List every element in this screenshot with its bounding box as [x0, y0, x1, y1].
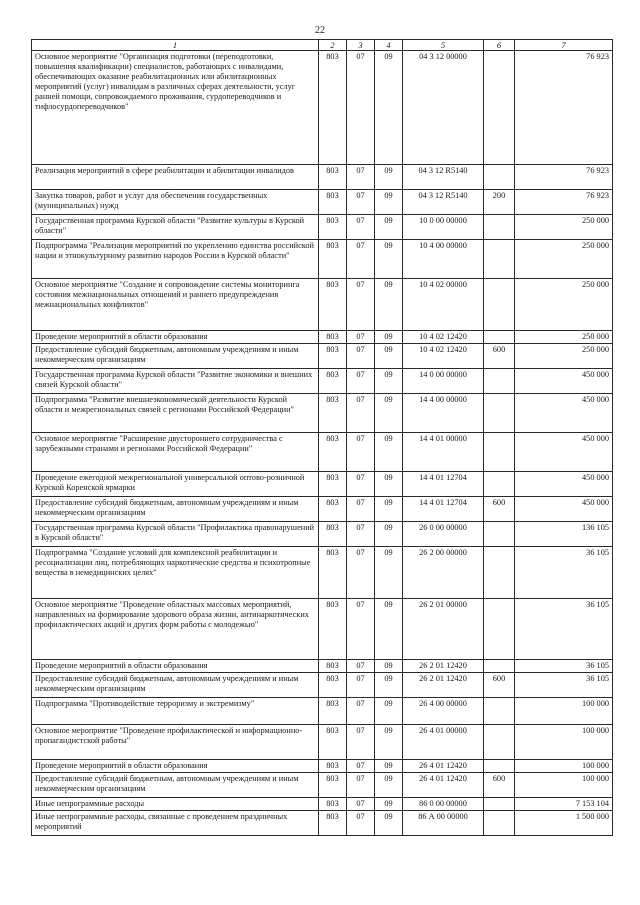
row-amount: 36 105	[515, 599, 613, 660]
table-row	[32, 215, 613, 240]
row-section-code: 07	[347, 394, 375, 433]
row-expense-type: 600	[484, 773, 515, 798]
row-amount: 36 105	[515, 547, 613, 599]
row-subsection-code: 09	[375, 433, 403, 472]
row-ministry-code: 803	[319, 394, 347, 433]
row-expense-type	[484, 660, 515, 673]
row-subsection-code: 09	[375, 331, 403, 344]
row-subsection-code: 09	[375, 215, 403, 240]
row-name: Основное мероприятие "Проведение профилактической и информационно-пропагандистской работы"	[32, 725, 319, 760]
row-target-code: 26 4 01 00000	[403, 725, 484, 760]
row-expense-type	[484, 798, 515, 811]
row-subsection-code: 09	[375, 344, 403, 369]
row-name: Основное мероприятие "Создание и сопровождение системы мониторинга состояния межнациональных отношений и раннего предупреждения межнациональных конфликтов"	[32, 279, 319, 331]
row-subsection-code: 09	[375, 811, 403, 836]
row-ministry-code: 803	[319, 165, 347, 190]
row-name: Государственная программа Курской области "Развитие экономики и внешних связей Курской области"	[32, 369, 319, 394]
row-amount: 136 105	[515, 522, 613, 547]
row-section-code: 07	[347, 673, 375, 698]
row-ministry-code: 803	[319, 51, 347, 165]
row-target-code: 04 3 12 R5140	[403, 165, 484, 190]
table-row	[32, 798, 613, 811]
row-amount: 450 000	[515, 472, 613, 497]
row-amount: 450 000	[515, 497, 613, 522]
row-expense-type	[484, 472, 515, 497]
row-name: Реализация мероприятий в сфере реабилитации и абилитации инвалидов	[32, 165, 319, 190]
row-ministry-code: 803	[319, 344, 347, 369]
row-amount: 250 000	[515, 331, 613, 344]
row-expense-type	[484, 811, 515, 836]
row-expense-type: 600	[484, 673, 515, 698]
row-expense-type: 200	[484, 190, 515, 215]
row-target-code: 26 2 01 00000	[403, 599, 484, 660]
row-section-code: 07	[347, 798, 375, 811]
table-row	[32, 331, 613, 344]
row-expense-type	[484, 760, 515, 773]
row-section-code: 07	[347, 331, 375, 344]
row-expense-type	[484, 331, 515, 344]
row-name: Проведение мероприятий в области образования	[32, 660, 319, 673]
row-amount: 250 000	[515, 344, 613, 369]
row-amount: 450 000	[515, 369, 613, 394]
table-row	[32, 811, 613, 836]
row-target-code: 26 2 01 12420	[403, 673, 484, 698]
row-name: Основное мероприятие "Расширение двустороннего сотрудничества с зарубежными странами и регионами Российской Федерации"	[32, 433, 319, 472]
row-name: Предоставление субсидий бюджетным, автономным учреждениям и иным некоммерческим организациям	[32, 497, 319, 522]
row-amount: 450 000	[515, 433, 613, 472]
row-subsection-code: 09	[375, 773, 403, 798]
table-row	[32, 760, 613, 773]
row-section-code: 07	[347, 522, 375, 547]
row-section-code: 07	[347, 547, 375, 599]
row-target-code: 26 2 01 12420	[403, 660, 484, 673]
row-name: Подпрограмма "Противодействие терроризму и экстремизму"	[32, 698, 319, 725]
row-section-code: 07	[347, 760, 375, 773]
row-subsection-code: 09	[375, 522, 403, 547]
row-target-code: 10 4 02 00000	[403, 279, 484, 331]
row-subsection-code: 09	[375, 394, 403, 433]
table-header-row	[32, 40, 613, 51]
table-row	[32, 773, 613, 798]
row-ministry-code: 803	[319, 760, 347, 773]
row-expense-type	[484, 240, 515, 279]
row-amount: 100 000	[515, 773, 613, 798]
header-col-7: 7	[515, 40, 613, 51]
row-target-code: 86 0 00 00000	[403, 798, 484, 811]
row-ministry-code: 803	[319, 773, 347, 798]
table-row	[32, 673, 613, 698]
row-name: Закупка товаров, работ и услуг для обеспечения государственных (муниципальных) нужд	[32, 190, 319, 215]
row-subsection-code: 09	[375, 279, 403, 331]
header-col-4: 4	[375, 40, 403, 51]
row-amount: 76 923	[515, 190, 613, 215]
row-target-code: 26 2 00 00000	[403, 547, 484, 599]
row-amount: 76 923	[515, 165, 613, 190]
row-ministry-code: 803	[319, 240, 347, 279]
table-row	[32, 660, 613, 673]
row-target-code: 14 4 01 12704	[403, 497, 484, 522]
page-number: 22	[315, 25, 325, 36]
row-ministry-code: 803	[319, 798, 347, 811]
row-name: Предоставление субсидий бюджетным, автономным учреждениям и иным некоммерческим организациям	[32, 344, 319, 369]
row-ministry-code: 803	[319, 331, 347, 344]
row-expense-type: 600	[484, 497, 515, 522]
row-target-code: 14 4 01 00000	[403, 433, 484, 472]
row-amount: 100 000	[515, 698, 613, 725]
row-subsection-code: 09	[375, 190, 403, 215]
row-target-code: 26 4 01 12420	[403, 773, 484, 798]
row-expense-type	[484, 433, 515, 472]
budget-table	[31, 39, 613, 836]
row-amount: 250 000	[515, 279, 613, 331]
table-row	[32, 344, 613, 369]
row-ministry-code: 803	[319, 660, 347, 673]
row-name: Предоставление субсидий бюджетным, автономным учреждениям и иным некоммерческим организациям	[32, 673, 319, 698]
row-amount: 76 923	[515, 51, 613, 165]
row-name: Государственная программа Курской области "Развитие культуры в Курской области"	[32, 215, 319, 240]
row-target-code: 14 4 01 12704	[403, 472, 484, 497]
row-amount: 100 000	[515, 725, 613, 760]
row-subsection-code: 09	[375, 673, 403, 698]
table-row	[32, 497, 613, 522]
row-ministry-code: 803	[319, 547, 347, 599]
table-row	[32, 394, 613, 433]
table-row	[32, 51, 613, 165]
table-row	[32, 599, 613, 660]
row-section-code: 07	[347, 497, 375, 522]
row-ministry-code: 803	[319, 215, 347, 240]
row-name: Подпрограмма "Развитие внешнеэкономической деятельности Курской области и межрегиональных связей с регионами Российской Федерации"	[32, 394, 319, 433]
row-amount: 36 105	[515, 660, 613, 673]
row-target-code: 86 А 00 00000	[403, 811, 484, 836]
row-section-code: 07	[347, 240, 375, 279]
row-section-code: 07	[347, 698, 375, 725]
row-ministry-code: 803	[319, 698, 347, 725]
row-target-code: 10 4 02 12420	[403, 344, 484, 369]
row-subsection-code: 09	[375, 698, 403, 725]
row-name: Основное мероприятие "Организация подготовки (переподготовки, повышения квалификации) специалистов, работающих с инвалидами, обеспечивающих оказание реабилитационных или абилитационных мероприятий (услуг) инвалидам в различных сферах деятельности, услуг ранней помощи, сопровождаемого проживания, сурдопереводчиков и тифлосурдопереводчиков"	[32, 51, 319, 165]
header-col-5: 5	[403, 40, 484, 51]
row-section-code: 07	[347, 773, 375, 798]
table-row	[32, 433, 613, 472]
table-row	[32, 369, 613, 394]
row-section-code: 07	[347, 279, 375, 331]
row-section-code: 07	[347, 369, 375, 394]
row-ministry-code: 803	[319, 190, 347, 215]
table-row	[32, 725, 613, 760]
row-expense-type	[484, 599, 515, 660]
row-ministry-code: 803	[319, 725, 347, 760]
row-section-code: 07	[347, 51, 375, 165]
row-ministry-code: 803	[319, 497, 347, 522]
row-target-code: 10 4 00 00000	[403, 240, 484, 279]
row-name: Основное мероприятие "Проведение областных массовых мероприятий, направленных на формирование здорового образа жизни, антинаркотических профилактических акций и других форм работы с молодежью"	[32, 599, 319, 660]
row-subsection-code: 09	[375, 760, 403, 773]
row-ministry-code: 803	[319, 279, 347, 331]
table-row	[32, 240, 613, 279]
row-amount: 250 000	[515, 215, 613, 240]
row-ministry-code: 803	[319, 472, 347, 497]
table-row	[32, 279, 613, 331]
row-target-code: 14 4 00 00000	[403, 394, 484, 433]
row-target-code: 04 3 12 R5140	[403, 190, 484, 215]
row-name: Государственная программа Курской области "Профилактика правонарушений в Курской области"	[32, 522, 319, 547]
table-row	[32, 472, 613, 497]
row-name: Подпрограмма "Реализация мероприятий по укреплению единства российской нации и этнокультурному развитию народов России в Курской области"	[32, 240, 319, 279]
row-target-code: 04 3 12 00000	[403, 51, 484, 165]
row-ministry-code: 803	[319, 673, 347, 698]
row-name: Иные непрограммные расходы, связанные с проведением праздничных мероприятий	[32, 811, 319, 836]
row-ministry-code: 803	[319, 599, 347, 660]
row-target-code: 26 0 00 00000	[403, 522, 484, 547]
row-section-code: 07	[347, 215, 375, 240]
row-amount: 250 000	[515, 240, 613, 279]
row-subsection-code: 09	[375, 472, 403, 497]
row-amount: 1 500 000	[515, 811, 613, 836]
row-subsection-code: 09	[375, 599, 403, 660]
row-ministry-code: 803	[319, 369, 347, 394]
table-row	[32, 547, 613, 599]
row-target-code: 26 4 01 12420	[403, 760, 484, 773]
row-target-code: 26 4 00 00000	[403, 698, 484, 725]
table-row	[32, 190, 613, 215]
row-expense-type	[484, 522, 515, 547]
row-expense-type	[484, 725, 515, 760]
row-section-code: 07	[347, 599, 375, 660]
row-section-code: 07	[347, 472, 375, 497]
row-ministry-code: 803	[319, 433, 347, 472]
row-amount: 450 000	[515, 394, 613, 433]
table-row	[32, 165, 613, 190]
row-subsection-code: 09	[375, 547, 403, 599]
row-subsection-code: 09	[375, 798, 403, 811]
row-expense-type	[484, 279, 515, 331]
row-subsection-code: 09	[375, 369, 403, 394]
row-subsection-code: 09	[375, 497, 403, 522]
row-expense-type: 600	[484, 344, 515, 369]
row-subsection-code: 09	[375, 165, 403, 190]
row-section-code: 07	[347, 660, 375, 673]
row-expense-type	[484, 165, 515, 190]
row-subsection-code: 09	[375, 51, 403, 165]
row-expense-type	[484, 698, 515, 725]
row-name: Подпрограмма "Создание условий для комплексной реабилитации и ресоциализации лиц, потребляющих наркотические средства и психотропные вещества в немедицинских целях"	[32, 547, 319, 599]
header-col-3: 3	[347, 40, 375, 51]
row-section-code: 07	[347, 725, 375, 760]
row-expense-type	[484, 369, 515, 394]
table-row	[32, 698, 613, 725]
table-row	[32, 522, 613, 547]
row-subsection-code: 09	[375, 240, 403, 279]
row-subsection-code: 09	[375, 660, 403, 673]
row-section-code: 07	[347, 433, 375, 472]
row-expense-type	[484, 547, 515, 599]
row-ministry-code: 803	[319, 811, 347, 836]
row-target-code: 14 0 00 00000	[403, 369, 484, 394]
row-target-code: 10 4 02 12420	[403, 331, 484, 344]
header-col-2: 2	[319, 40, 347, 51]
row-name: Проведение ежегодной межрегиональной универсальной оптово-розничной Курской Коренской ярмарки	[32, 472, 319, 497]
row-name: Проведение мероприятий в области образования	[32, 760, 319, 773]
header-col-1: 1	[32, 40, 319, 51]
row-expense-type	[484, 394, 515, 433]
row-section-code: 07	[347, 811, 375, 836]
row-section-code: 07	[347, 344, 375, 369]
row-expense-type	[484, 51, 515, 165]
row-target-code: 10 0 00 00000	[403, 215, 484, 240]
row-ministry-code: 803	[319, 522, 347, 547]
header-col-6: 6	[484, 40, 515, 51]
row-name: Предоставление субсидий бюджетным, автономным учреждениям и иным некоммерческим организациям	[32, 773, 319, 798]
row-subsection-code: 09	[375, 725, 403, 760]
row-expense-type	[484, 215, 515, 240]
row-amount: 36 105	[515, 673, 613, 698]
row-section-code: 07	[347, 190, 375, 215]
row-name: Иные непрограммные расходы	[32, 798, 319, 811]
row-amount: 7 153 104	[515, 798, 613, 811]
row-name: Проведение мероприятий в области образования	[32, 331, 319, 344]
row-amount: 100 000	[515, 760, 613, 773]
row-section-code: 07	[347, 165, 375, 190]
